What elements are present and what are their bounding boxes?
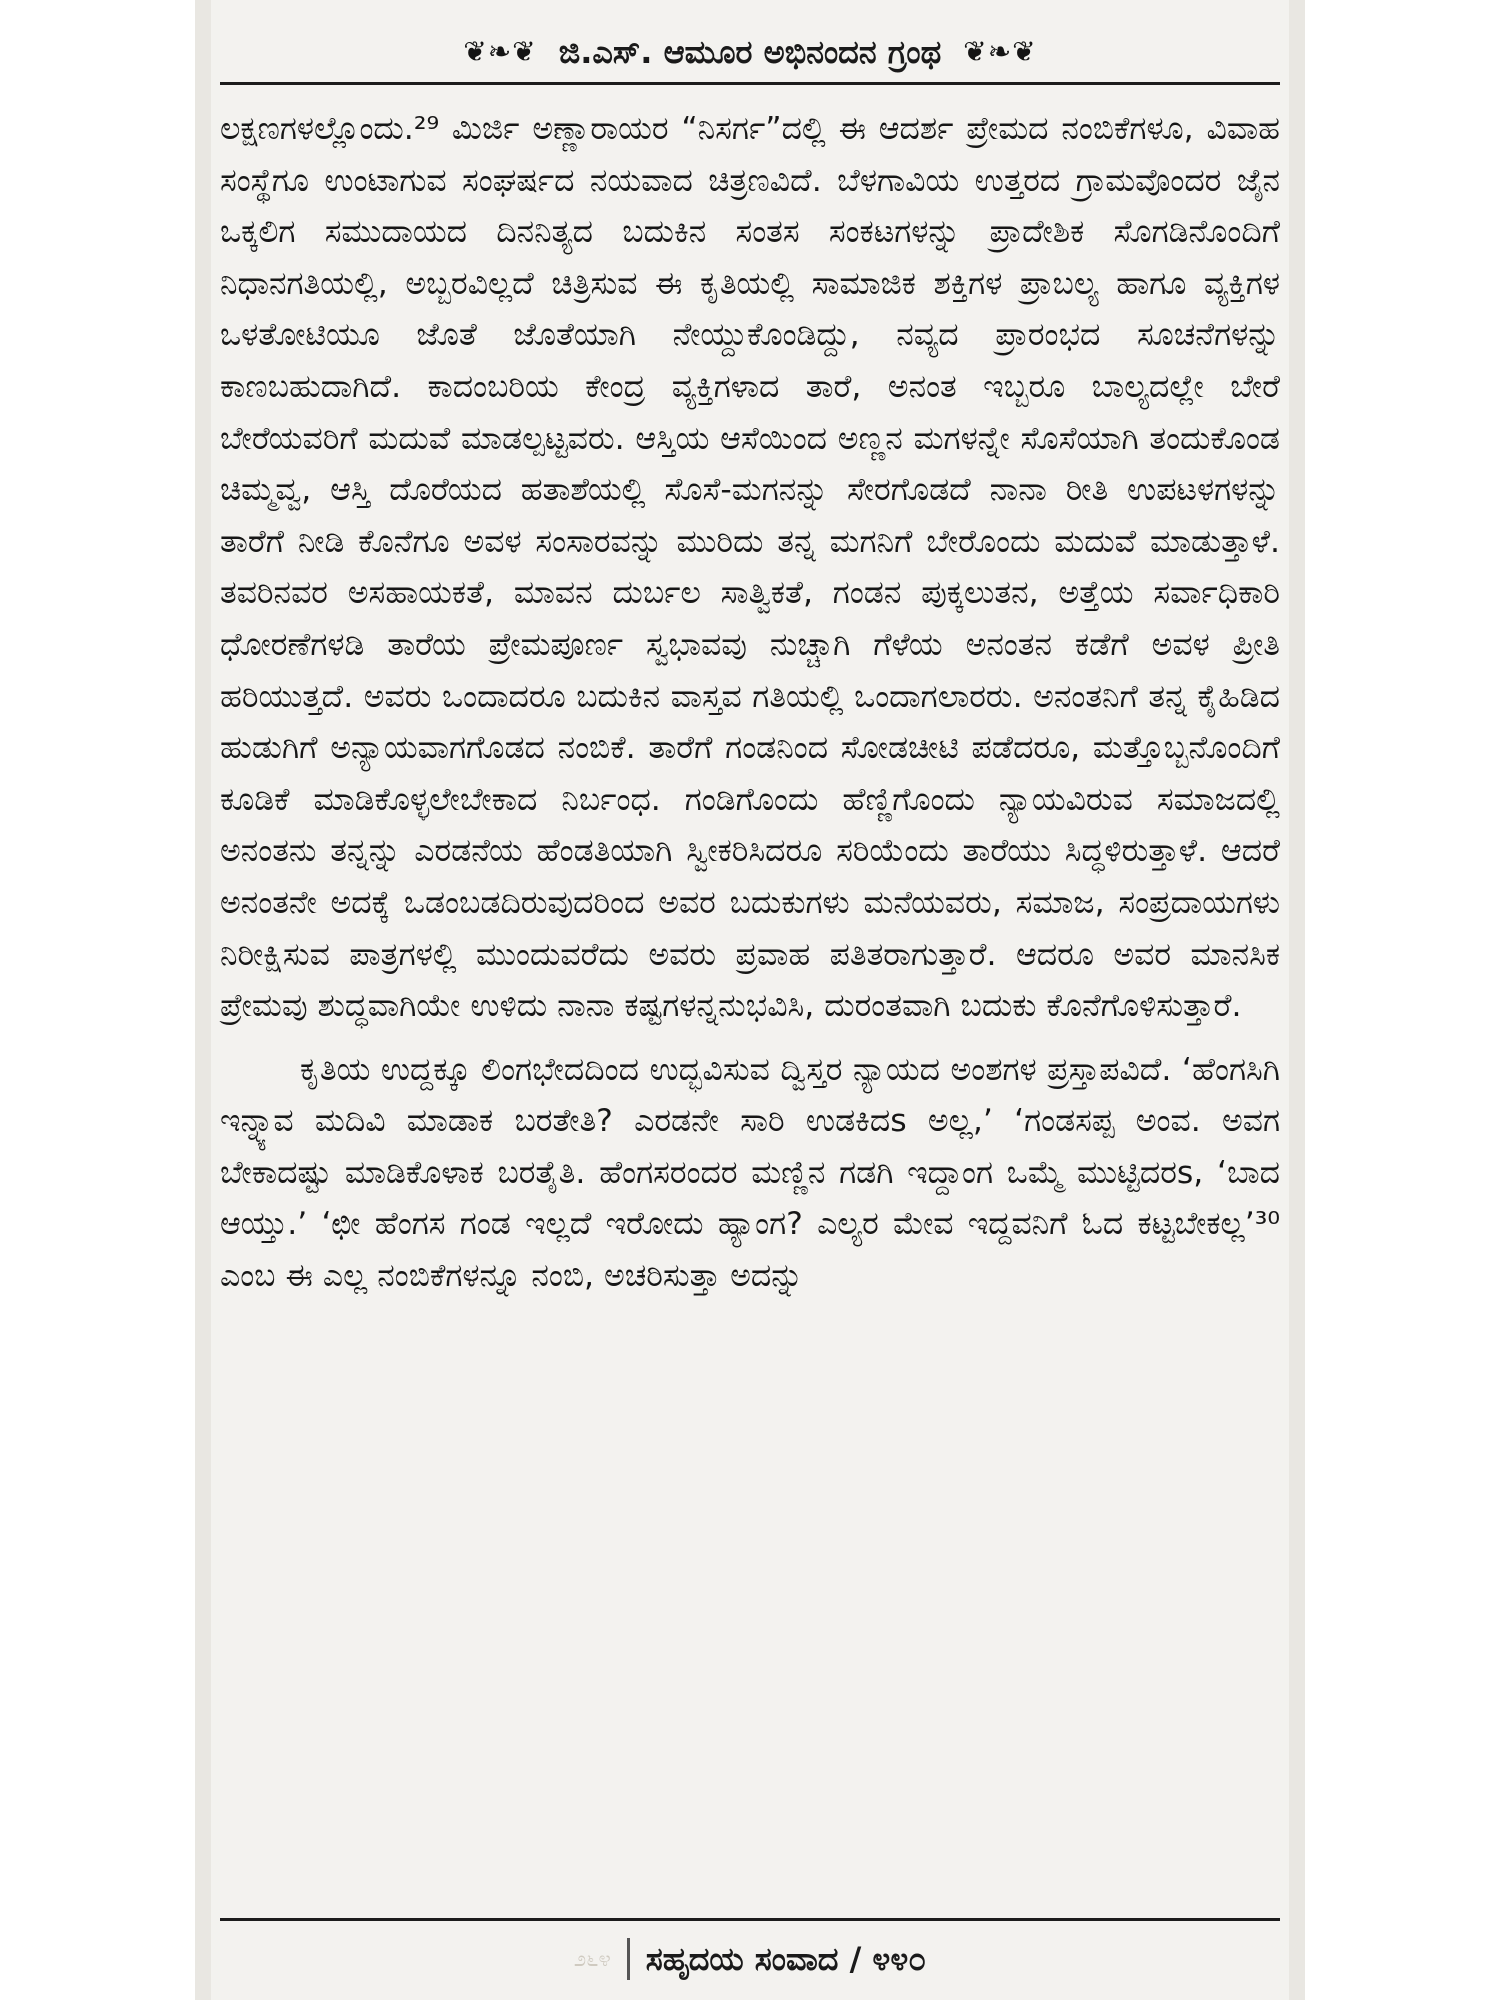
running-header xyxy=(220,22,1280,82)
paragraph-2: ಕೃತಿಯ ಉದ್ದಕ್ಕೂ ಲಿಂಗಭೇದದಿಂದ ಉದ್ಭವಿಸುವ ದ್ವಿಸ್ತರ ನ್ಯಾಯದ ಅಂಶಗಳ ಪ್ರಸ್ತಾಪವಿದೆ. ‘ಹೆಂಗಸಿಗಿ ಇನ್ನ್ಯಾವ ಮದಿವಿ ಮಾಡಾಕ ಬರತೇತಿ? ಎರಡನೇ ಸಾರಿ ಉಡಕಿದs ಅಲ್ಲ,’ ‘ಗಂಡಸಪ್ಪ ಅಂವ. ಅವಗ ಬೇಕಾದಷ್ಟು ಮಾಡಿಕೊಳಾಕ ಬರತೈತಿ. ಹೆಂಗಸರಂದರ ಮಣ್ಣಿನ ಗಡಗಿ ಇದ್ದಾಂಗ ಒಮ್ಮೆ ಮುಟ್ಟಿದರs, ‘ಬಾದ ಆಯ್ತು.’ ‘ಛೀ ಹೆಂಗಸ ಗಂಡ ಇಲ್ಲದೆ ಇರೋದು ಹ್ಯಾಂಗ? ಎಲ್ಯರ ಮೇವ ಇದ್ದವನಿಗೆ ಓದ ಕಟ್ಟಬೇಕಲ್ಲ’³⁰ ಎಂಬ ಈ ಎಲ್ಲ ನಂಬಿಕೆಗಳನ್ನೂ ನಂಬಿ, ಅಚರಿಸುತ್ತಾ ಅದನ್ನು xyxy=(220,1051,1280,1295)
footer-title-page-number: ಸಹೃದಯ ಸಂವಾದ / ೪೪೦ xyxy=(645,1939,927,1978)
floral-ornament-left: ❦❧❦ xyxy=(463,35,537,68)
body-text xyxy=(220,104,1280,1303)
page-edge-left xyxy=(195,0,211,2000)
bleed-through-page-number: ೨೬೪ xyxy=(573,1946,611,1972)
page-edge-right xyxy=(1289,0,1305,2000)
running-footer xyxy=(220,1934,1280,1984)
paragraph-1: ಲಕ್ಷಣಗಳಲ್ಲೊಂದು.²⁹ ಮಿರ್ಜಿ ಅಣ್ಣಾರಾಯರ “ನಿಸರ್ಗ”ದಲ್ಲಿ ಈ ಆದರ್ಶ ಪ್ರೇಮದ ನಂಬಿಕೆಗಳೂ, ವಿವಾಹ ಸಂಸ್ಥೆಗೂ ಉಂಟಾಗುವ ಸಂಘರ್ಷದ ನಯವಾದ ಚಿತ್ರಣವಿದೆ. ಬೆಳಗಾವಿಯ ಉತ್ತರದ ಗ್ರಾಮವೊಂದರ ಜೈನ ಒಕ್ಕಲಿಗ ಸಮುದಾಯದ ದಿನನಿತ್ಯದ ಬದುಕಿನ ಸಂತಸ ಸಂಕಟಗಳನ್ನು ಪ್ರಾದೇಶಿಕ ಸೊಗಡಿನೊಂದಿಗೆ ನಿಧಾನಗತಿಯಲ್ಲಿ, ಅಬ್ಬರವಿಲ್ಲದೆ ಚಿತ್ರಿಸುವ ಈ ಕೃತಿಯಲ್ಲಿ ಸಾಮಾಜಿಕ ಶಕ್ತಿಗಳ ಪ್ರಾಬಲ್ಯ ಹಾಗೂ ವ್ಯಕ್ತಿಗಳ ಒಳತೋಟಿಯೂ ಜೊತೆ ಜೊತೆಯಾಗಿ ನೇಯ್ದುಕೊಂಡಿದ್ದು, ನವ್ಯದ ಪ್ರಾರಂಭದ ಸೂಚನೆಗಳನ್ನು ಕಾಣಬಹುದಾಗಿದೆ. ಕಾದಂಬರಿಯ ಕೇಂದ್ರ ವ್ಯಕ್ತಿಗಳಾದ ತಾರೆ, ಅನಂತ ಇಬ್ಬರೂ ಬಾಲ್ಯದಲ್ಲೇ ಬೇರೆ ಬೇರೆಯವರಿಗೆ ಮದುವೆ ಮಾಡಲ್ಪಟ್ಟವರು. ಆಸ್ತಿಯ ಆಸೆಯಿಂದ ಅಣ್ಣನ ಮಗಳನ್ನೇ ಸೊಸೆಯಾಗಿ ತಂದುಕೊಂಡ ಚಿಮ್ಮವ್ವ, ಆಸ್ತಿ ದೊರೆಯದ ಹತಾಶೆಯಲ್ಲಿ ಸೊಸೆ-ಮಗನನ್ನು ಸೇರಗೊಡದೆ ನಾನಾ ರೀತಿ ಉಪಟಳಗಳನ್ನು ತಾರೆಗೆ ನೀಡಿ ಕೊನೆಗೂ ಅವಳ ಸಂಸಾರವನ್ನು ಮುರಿದು ತನ್ನ ಮಗನಿಗೆ ಬೇರೊಂದು ಮದುವೆ ಮಾಡುತ್ತಾಳೆ. ತವರಿನವರ ಅಸಹಾಯಕತೆ, ಮಾವನ ದುರ್ಬಲ ಸಾತ್ವಿಕತೆ, ಗಂಡನ ಪುಕ್ಕಲುತನ, ಅತ್ತೆಯ ಸರ್ವಾಧಿಕಾರಿ ಧೋರಣೆಗಳಡಿ ತಾರೆಯ ಪ್ರೇಮಪೂರ್ಣ ಸ್ವಭಾವವು ನುಚ್ಚಾಗಿ ಗೆಳೆಯ ಅನಂತನ ಕಡೆಗೆ ಅವಳ ಪ್ರೀತಿ ಹರಿಯುತ್ತದೆ. ಅವರು ಒಂದಾದರೂ ಬದುಕಿನ ವಾಸ್ತವ ಗತಿಯಲ್ಲಿ ಒಂದಾಗಲಾರರು. ಅನಂತನಿಗೆ ತನ್ನ ಕೈಹಿಡಿದ ಹುಡುಗಿಗೆ ಅನ್ಯಾಯವಾಗಗೊಡದ ನಂಬಿಕೆ. ತಾರೆಗೆ ಗಂಡನಿಂದ ಸೋಡಚೀಟಿ ಪಡೆದರೂ, ಮತ್ತೊಬ್ಬನೊಂದಿಗೆ ಕೂಡಿಕೆ ಮಾಡಿಕೊಳ್ಳಲೇಬೇಕಾದ ನಿರ್ಬಂಧ. ಗಂಡಿಗೊಂದು ಹೆಣ್ಣಿಗೊಂದು ನ್ಯಾಯವಿರುವ ಸಮಾಜದಲ್ಲಿ ಅನಂತನು ತನ್ನನ್ನು ಎರಡನೆಯ ಹೆಂಡತಿಯಾಗಿ ಸ್ವೀಕರಿಸಿದರೂ ಸರಿಯೆಂದು ತಾರೆಯು ಸಿದ್ಧಳಿರುತ್ತಾಳೆ. ಆದರೆ ಅನಂತನೇ ಅದಕ್ಕೆ ಒಡಂಬಡದಿರುವುದರಿಂದ ಅವರ ಬದುಕುಗಳು ಮನೆಯವರು, ಸಮಾಜ, ಸಂಪ್ರದಾಯಗಳು ನಿರೀಕ್ಷಿಸುವ ಪಾತ್ರಗಳಲ್ಲಿ ಮುಂದುವರೆದು ಅವರು ಪ್ರವಾಹ ಪತಿತರಾಗುತ್ತಾರೆ. ಆದರೂ ಅವರ ಮಾನಸಿಕ ಪ್ರೇಮವು ಶುದ್ಧವಾಗಿಯೇ ಉಳಿದು ನಾನಾ ಕಷ್ಟಗಳನ್ನನುಭವಿಸಿ, ದುರಂತವಾಗಿ ಬದುಕು ಕೊನೆಗೊಳಿಸುತ್ತಾರೆ. xyxy=(220,111,1280,1025)
footer-rule xyxy=(220,1918,1280,1921)
floral-ornament-right: ❦❧❦ xyxy=(963,35,1037,68)
header-rule xyxy=(220,82,1280,85)
header-title: ಜಿ.ಎಸ್. ಆಮೂರ ಅಭಿನಂದನ ಗ್ರಂಥ xyxy=(558,33,942,71)
footer-divider xyxy=(627,1938,630,1980)
